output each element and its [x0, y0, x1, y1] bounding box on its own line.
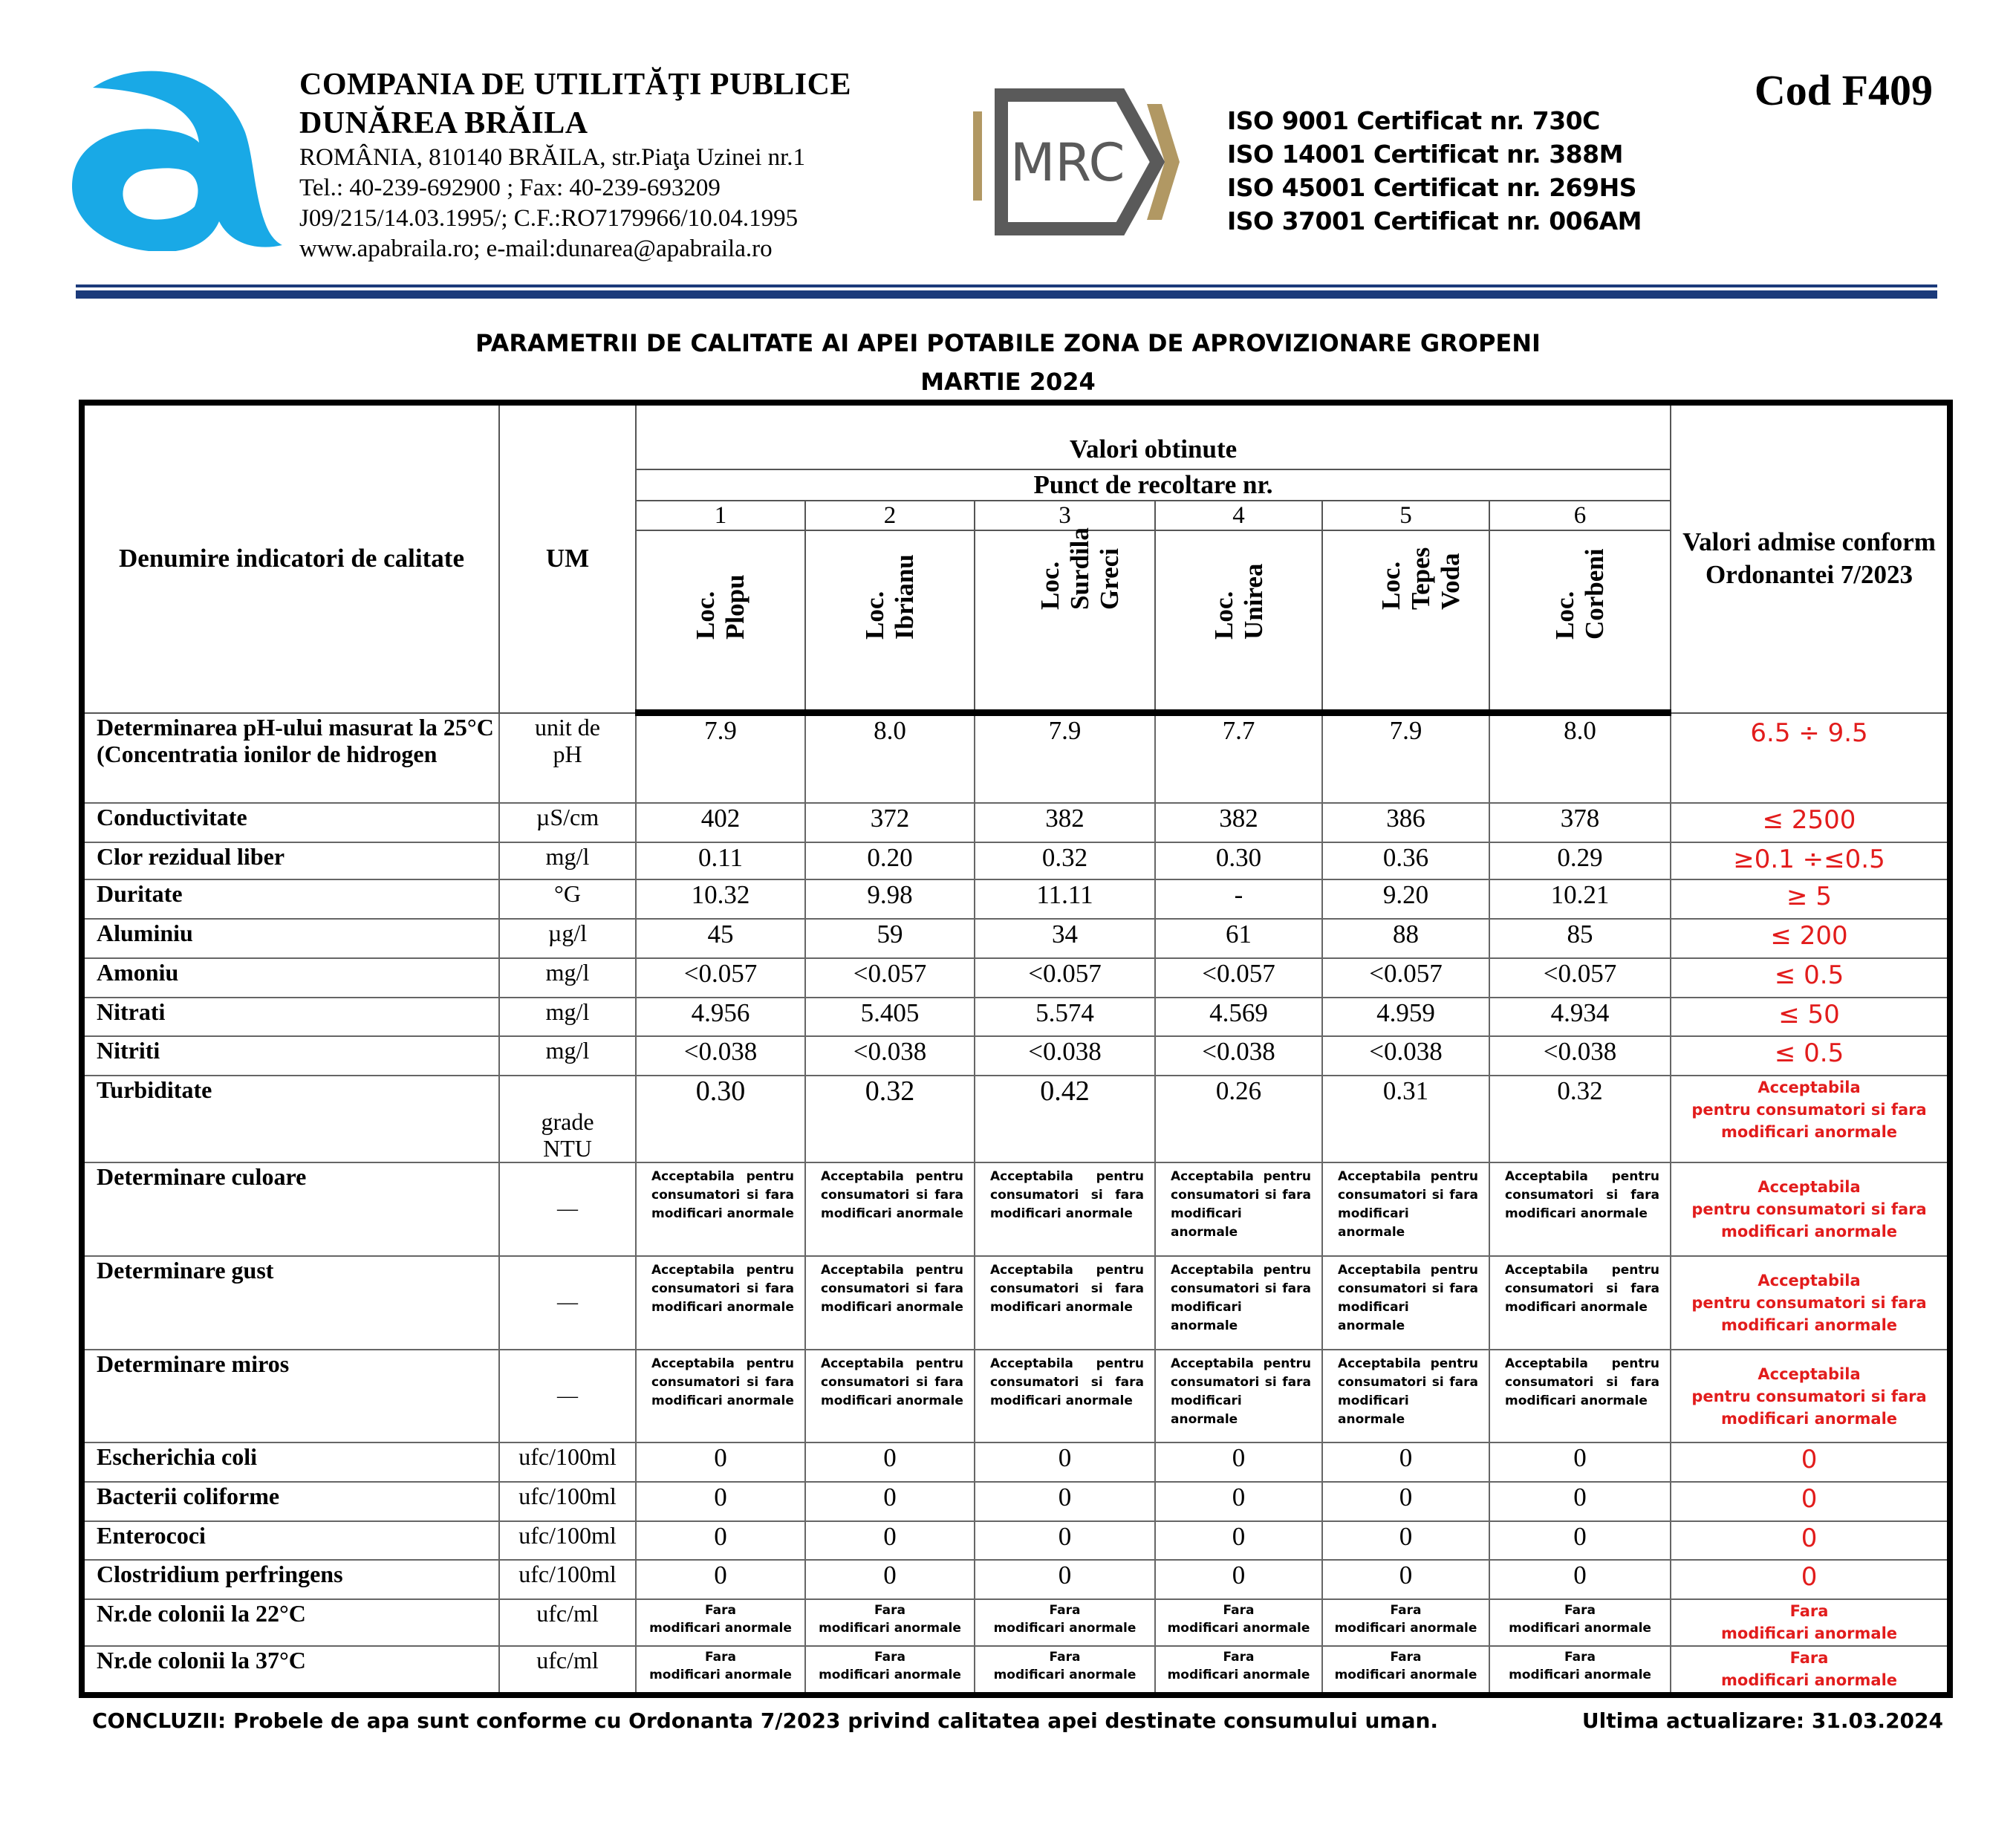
conclusion-text: CONCLUZII: Probele de apa sunt conforme cu Ordonanta 7/2023 privind calitatea apei destinate consumului uman. — [92, 1708, 1439, 1733]
measured-value: 0 — [1489, 1560, 1671, 1599]
measured-value: <0.057 — [1322, 958, 1489, 998]
measured-value: 0 — [805, 1442, 975, 1482]
admitted-value: ≤ 200 — [1671, 919, 1950, 958]
indicator-um: mg/l — [499, 958, 636, 998]
company-registry: J09/215/14.03.1995/; C.F.:RO7179966/10.04.1995 — [299, 205, 799, 232]
indicator-um: mg/l — [499, 842, 636, 880]
indicator-name: Clostridium perfringens — [82, 1560, 499, 1599]
company-name-line1: COMPANIA DE UTILITĂŢI PUBLICE — [299, 68, 851, 102]
measured-value: Acceptabila pentru consumatori si fara modificari anormale — [805, 1162, 975, 1256]
measured-value: 0 — [1322, 1560, 1489, 1599]
measured-value: Acceptabila pentru consumatori si fara modificari anormale — [975, 1162, 1155, 1256]
table-row — [82, 803, 1950, 842]
indicator-um: mg/l — [499, 1036, 636, 1076]
header-um: UM — [499, 403, 636, 713]
iso-certificates — [1227, 104, 1642, 238]
measured-value: Acceptabila pentru consumatori si fara modificari anormale — [1155, 1350, 1322, 1443]
measured-value: 0.31 — [1322, 1076, 1489, 1163]
sampling-point-location-label: Loc. Surdila Greci — [1035, 527, 1124, 610]
measured-value: 4.569 — [1155, 998, 1322, 1037]
table-row — [82, 1442, 1950, 1482]
measured-value: 7.7 — [1155, 713, 1322, 804]
measured-value: 8.0 — [1489, 713, 1671, 804]
sampling-point-location-label: Loc. Plopu — [691, 574, 750, 640]
admitted-value: Fara modificari anormale — [1671, 1646, 1950, 1695]
measured-value: Fara modificari anormale — [1155, 1646, 1322, 1695]
measured-value: 0 — [1489, 1482, 1671, 1521]
indicator-um: °G — [499, 879, 636, 919]
measured-value: 0.20 — [805, 842, 975, 880]
measured-value: Fara modificari anormale — [636, 1599, 805, 1646]
sampling-point-location — [636, 530, 805, 713]
measured-value: Acceptabila pentru consumatori si fara modificari anormale — [1322, 1256, 1489, 1350]
measured-value: Acceptabila pentru consumatori si fara modificari anormale — [1489, 1256, 1671, 1350]
measured-value: Acceptabila pentru consumatori si fara modificari anormale — [1155, 1162, 1322, 1256]
company-address: ROMÂNIA, 810140 BRĂILA, str.Piaţa Uzinei nr.1 — [299, 144, 806, 171]
measured-value: Fara modificari anormale — [1155, 1599, 1322, 1646]
admitted-value: ≤ 0.5 — [1671, 958, 1950, 998]
measured-value: 85 — [1489, 919, 1671, 958]
sampling-point-location-label: Loc. Unirea — [1209, 563, 1268, 640]
measured-value: 5.405 — [805, 998, 975, 1037]
measured-value: 0 — [975, 1442, 1155, 1482]
measured-value: 0 — [1322, 1482, 1489, 1521]
header-indicator-name: Denumire indicatori de calitate — [82, 403, 499, 713]
measured-value: <0.038 — [1322, 1036, 1489, 1076]
measured-value: 8.0 — [805, 713, 975, 804]
sampling-point-location-label: Loc. Tepes Voda — [1376, 547, 1465, 610]
measured-value: Acceptabila pentru consumatori si fara modificari anormale — [1489, 1162, 1671, 1256]
measured-value: 0 — [1155, 1442, 1322, 1482]
measured-value: 59 — [805, 919, 975, 958]
header-rule-thick — [76, 290, 1937, 299]
table-row — [82, 1256, 1950, 1350]
table-row — [82, 919, 1950, 958]
table-row — [82, 1599, 1950, 1646]
sampling-point-location — [1322, 530, 1489, 713]
measured-value: Fara modificari anormale — [805, 1599, 975, 1646]
admitted-value: 0 — [1671, 1560, 1950, 1599]
iso-14001: ISO 14001 Certificat nr. 388M — [1227, 140, 1623, 169]
indicator-name: Clor rezidual liber — [82, 842, 499, 880]
header-sampling-point: Punct de recoltare nr. — [636, 469, 1671, 501]
indicator-um: ufc/100ml — [499, 1482, 636, 1521]
indicator-name: Nr.de colonii la 37°C — [82, 1646, 499, 1695]
company-phone: Tel.: 40-239-692900 ; Fax: 40-239-693209 — [299, 175, 721, 201]
admitted-value: ≥0.1 ÷≤0.5 — [1671, 842, 1950, 880]
measured-value: <0.038 — [975, 1036, 1155, 1076]
measured-value: 4.959 — [1322, 998, 1489, 1037]
sampling-point-number: 2 — [805, 501, 975, 530]
measured-value: 0 — [636, 1560, 805, 1599]
table-row — [82, 1076, 1950, 1163]
header-rule-thin — [76, 284, 1937, 287]
measured-value: 5.574 — [975, 998, 1155, 1037]
measured-value: Acceptabila pentru consumatori si fara modificari anormale — [636, 1350, 805, 1443]
measured-value: Fara modificari anormale — [636, 1646, 805, 1695]
measured-value: 0 — [1489, 1442, 1671, 1482]
title-line1: PARAMETRII DE CALITATE AI APEI POTABILE ZONA DE APROVIZIONARE GROPENI — [475, 329, 1541, 357]
company-name-line2: DUNĂREA BRĂILA — [299, 106, 588, 140]
admitted-value: 0 — [1671, 1521, 1950, 1561]
measured-value: 372 — [805, 803, 975, 842]
measured-value: 382 — [975, 803, 1155, 842]
sampling-point-number: 4 — [1155, 501, 1322, 530]
measured-value: 0 — [805, 1521, 975, 1561]
table-row — [82, 842, 1950, 880]
measured-value: Fara modificari anormale — [975, 1599, 1155, 1646]
measured-value: - — [1155, 879, 1322, 919]
measured-value: 0 — [636, 1482, 805, 1521]
measured-value: 0.11 — [636, 842, 805, 880]
measured-value: Acceptabila pentru consumatori si fara modificari anormale — [975, 1256, 1155, 1350]
measured-value: Acceptabila pentru consumatori si fara modificari anormale — [636, 1256, 805, 1350]
indicator-um: ufc/ml — [499, 1599, 636, 1646]
company-info — [299, 65, 864, 264]
measured-value: 0 — [975, 1482, 1155, 1521]
indicator-name: Determinare gust — [82, 1256, 499, 1350]
sampling-point-location — [805, 530, 975, 713]
measured-value: 10.32 — [636, 879, 805, 919]
table-row — [82, 1482, 1950, 1521]
measured-value: <0.057 — [975, 958, 1155, 998]
admitted-value: 0 — [1671, 1442, 1950, 1482]
measured-value: 386 — [1322, 803, 1489, 842]
sampling-point-location-label: Loc. Corbeni — [1550, 548, 1609, 640]
measured-value: 10.21 — [1489, 879, 1671, 919]
measured-value: 0.30 — [1155, 842, 1322, 880]
iso-37001: ISO 37001 Certificat nr. 006AM — [1227, 206, 1642, 235]
measured-value: 11.11 — [975, 879, 1155, 919]
indicator-um: µS/cm — [499, 803, 636, 842]
measured-value: 0.42 — [975, 1076, 1155, 1163]
sampling-point-location — [1489, 530, 1671, 713]
table-row — [82, 1646, 1950, 1695]
measured-value: 4.934 — [1489, 998, 1671, 1037]
table-row — [82, 1162, 1950, 1256]
measured-value: <0.057 — [636, 958, 805, 998]
measured-value: 45 — [636, 919, 805, 958]
measured-value: 34 — [975, 919, 1155, 958]
indicator-name: Turbiditate — [82, 1076, 499, 1163]
measured-value: 0.32 — [975, 842, 1155, 880]
measured-value: 378 — [1489, 803, 1671, 842]
title-line2: MARTIE 2024 — [920, 368, 1096, 396]
measured-value: Acceptabila pentru consumatori si fara modificari anormale — [1489, 1350, 1671, 1443]
measured-value: Acceptabila pentru consumatori si fara modificari anormale — [975, 1350, 1155, 1443]
admitted-value: ≤ 2500 — [1671, 803, 1950, 842]
measured-value: 4.956 — [636, 998, 805, 1037]
indicator-um: ufc/ml — [499, 1646, 636, 1695]
admitted-value: Acceptabila pentru consumatori si fara modificari anormale — [1671, 1162, 1950, 1256]
measured-value: 0 — [1322, 1442, 1489, 1482]
sampling-point-number: 3 — [975, 501, 1155, 530]
table-row — [82, 1350, 1950, 1443]
measured-value: <0.038 — [805, 1036, 975, 1076]
measured-value: 0.32 — [805, 1076, 975, 1163]
admitted-value: Fara modificari anormale — [1671, 1599, 1950, 1646]
indicator-um: grade NTU — [499, 1076, 636, 1163]
measured-value: Fara modificari anormale — [1322, 1599, 1489, 1646]
admitted-value: ≤ 50 — [1671, 998, 1950, 1037]
measured-value: <0.038 — [1489, 1036, 1671, 1076]
measured-value: 9.20 — [1322, 879, 1489, 919]
sampling-point-number: 1 — [636, 501, 805, 530]
measured-value: 0 — [805, 1482, 975, 1521]
admitted-value: ≥ 5 — [1671, 879, 1950, 919]
measured-value: 7.9 — [636, 713, 805, 804]
table-row — [82, 879, 1950, 919]
measured-value: 402 — [636, 803, 805, 842]
sampling-point-location-label: Loc. Ibrianu — [860, 554, 919, 640]
measured-value: 7.9 — [975, 713, 1155, 804]
measured-value: 9.98 — [805, 879, 975, 919]
measured-value: <0.038 — [636, 1036, 805, 1076]
table-row — [82, 1036, 1950, 1076]
measured-value: 382 — [1155, 803, 1322, 842]
measured-value: 0.32 — [1489, 1076, 1671, 1163]
measured-value: 0 — [1155, 1482, 1322, 1521]
indicator-um: µg/l — [499, 919, 636, 958]
measured-value: 0 — [1155, 1560, 1322, 1599]
table-row — [82, 998, 1950, 1037]
measured-value: Fara modificari anormale — [1489, 1646, 1671, 1695]
measured-value: 0.36 — [1322, 842, 1489, 880]
measured-value: 0 — [1489, 1521, 1671, 1561]
measured-value: 0 — [805, 1560, 975, 1599]
indicator-name: Bacterii coliforme — [82, 1482, 499, 1521]
indicator-um: — — [499, 1162, 636, 1256]
measured-value: Acceptabila pentru consumatori si fara modificari anormale — [636, 1162, 805, 1256]
measured-value: Acceptabila pentru consumatori si fara modificari anormale — [805, 1350, 975, 1443]
mrc-certification-logo — [972, 88, 1180, 244]
indicator-um: ufc/100ml — [499, 1560, 636, 1599]
indicator-name: Duritate — [82, 879, 499, 919]
last-updated: Ultima actualizare: 31.03.2024 — [1581, 1708, 1943, 1733]
measured-value: 0 — [636, 1521, 805, 1561]
indicator-name: Enterococi — [82, 1521, 499, 1561]
table-row — [82, 713, 1950, 804]
measured-value: 0.29 — [1489, 842, 1671, 880]
company-logo — [67, 65, 282, 251]
indicator-um: ufc/100ml — [499, 1521, 636, 1561]
indicator-name: Conductivitate — [82, 803, 499, 842]
indicator-name: Determinare culoare — [82, 1162, 499, 1256]
form-code: Cod F409 — [1754, 66, 1933, 114]
measured-value: 0 — [636, 1442, 805, 1482]
measured-value: Acceptabila pentru consumatori si fara modificari anormale — [1322, 1162, 1489, 1256]
measured-value: 0.30 — [636, 1076, 805, 1163]
header-values-obtained: Valori obtinute — [636, 403, 1671, 469]
sampling-point-location — [1155, 530, 1322, 713]
iso-45001: ISO 45001 Certificat nr. 269HS — [1227, 173, 1636, 202]
measured-value: 0 — [1155, 1521, 1322, 1561]
measured-value: <0.057 — [1155, 958, 1322, 998]
indicator-name: Escherichia coli — [82, 1442, 499, 1482]
sampling-point-number: 6 — [1489, 501, 1671, 530]
indicator-um: unit de pH — [499, 713, 636, 804]
sampling-point-location — [975, 527, 1155, 713]
admitted-value: 0 — [1671, 1482, 1950, 1521]
table-row — [82, 1560, 1950, 1599]
measured-value: <0.057 — [805, 958, 975, 998]
mrc-logo-text: MRC — [1010, 132, 1125, 193]
measured-value: Fara modificari anormale — [1489, 1599, 1671, 1646]
measured-value: 0 — [975, 1521, 1155, 1561]
indicator-um: — — [499, 1350, 636, 1443]
indicator-um: ufc/100ml — [499, 1442, 636, 1482]
measured-value: 0 — [1322, 1521, 1489, 1561]
company-web: www.apabraila.ro; e-mail:dunarea@apabraila.ro — [299, 235, 773, 262]
measured-value: 88 — [1322, 919, 1489, 958]
measured-value: Acceptabila pentru consumatori si fara modificari anormale — [805, 1256, 975, 1350]
indicator-name: Aluminiu — [82, 919, 499, 958]
measured-value: Acceptabila pentru consumatori si fara modificari anormale — [1322, 1350, 1489, 1443]
document-title — [0, 324, 2016, 401]
iso-9001: ISO 9001 Certificat nr. 730C — [1227, 106, 1600, 135]
measured-value: Fara modificari anormale — [805, 1646, 975, 1695]
indicator-name: Nr.de colonii la 22°C — [82, 1599, 499, 1646]
measured-value: <0.038 — [1155, 1036, 1322, 1076]
admitted-value: Acceptabila pentru consumatori si fara modificari anormale — [1671, 1076, 1950, 1163]
measured-value: 7.9 — [1322, 713, 1489, 804]
indicator-um: mg/l — [499, 998, 636, 1037]
indicator-name: Amoniu — [82, 958, 499, 998]
table-row — [82, 1521, 1950, 1561]
measured-value: Fara modificari anormale — [975, 1646, 1155, 1695]
measured-value: Fara modificari anormale — [1322, 1646, 1489, 1695]
admitted-value: Acceptabila pentru consumatori si fara modificari anormale — [1671, 1256, 1950, 1350]
measured-value: 0 — [975, 1560, 1155, 1599]
sampling-point-number: 5 — [1322, 501, 1489, 530]
table-row — [82, 958, 1950, 998]
indicator-name: Determinarea pH-ului masurat la 25°C (Concentratia ionilor de hidrogen — [82, 713, 499, 804]
admitted-value: Acceptabila pentru consumatori si fara modificari anormale — [1671, 1350, 1950, 1443]
admitted-value: 6.5 ÷ 9.5 — [1671, 713, 1950, 804]
indicator-name: Nitriti — [82, 1036, 499, 1076]
indicator-name: Nitrati — [82, 998, 499, 1037]
indicator-name: Determinare miros — [82, 1350, 499, 1443]
measured-value: <0.057 — [1489, 958, 1671, 998]
measured-value: 61 — [1155, 919, 1322, 958]
header-admitted-values: Valori admise conform Ordonantei 7/2023 — [1671, 403, 1950, 713]
quality-table — [79, 400, 1953, 1698]
admitted-value: ≤ 0.5 — [1671, 1036, 1950, 1076]
measured-value: 0.26 — [1155, 1076, 1322, 1163]
indicator-um: — — [499, 1256, 636, 1350]
measured-value: Acceptabila pentru consumatori si fara modificari anormale — [1155, 1256, 1322, 1350]
